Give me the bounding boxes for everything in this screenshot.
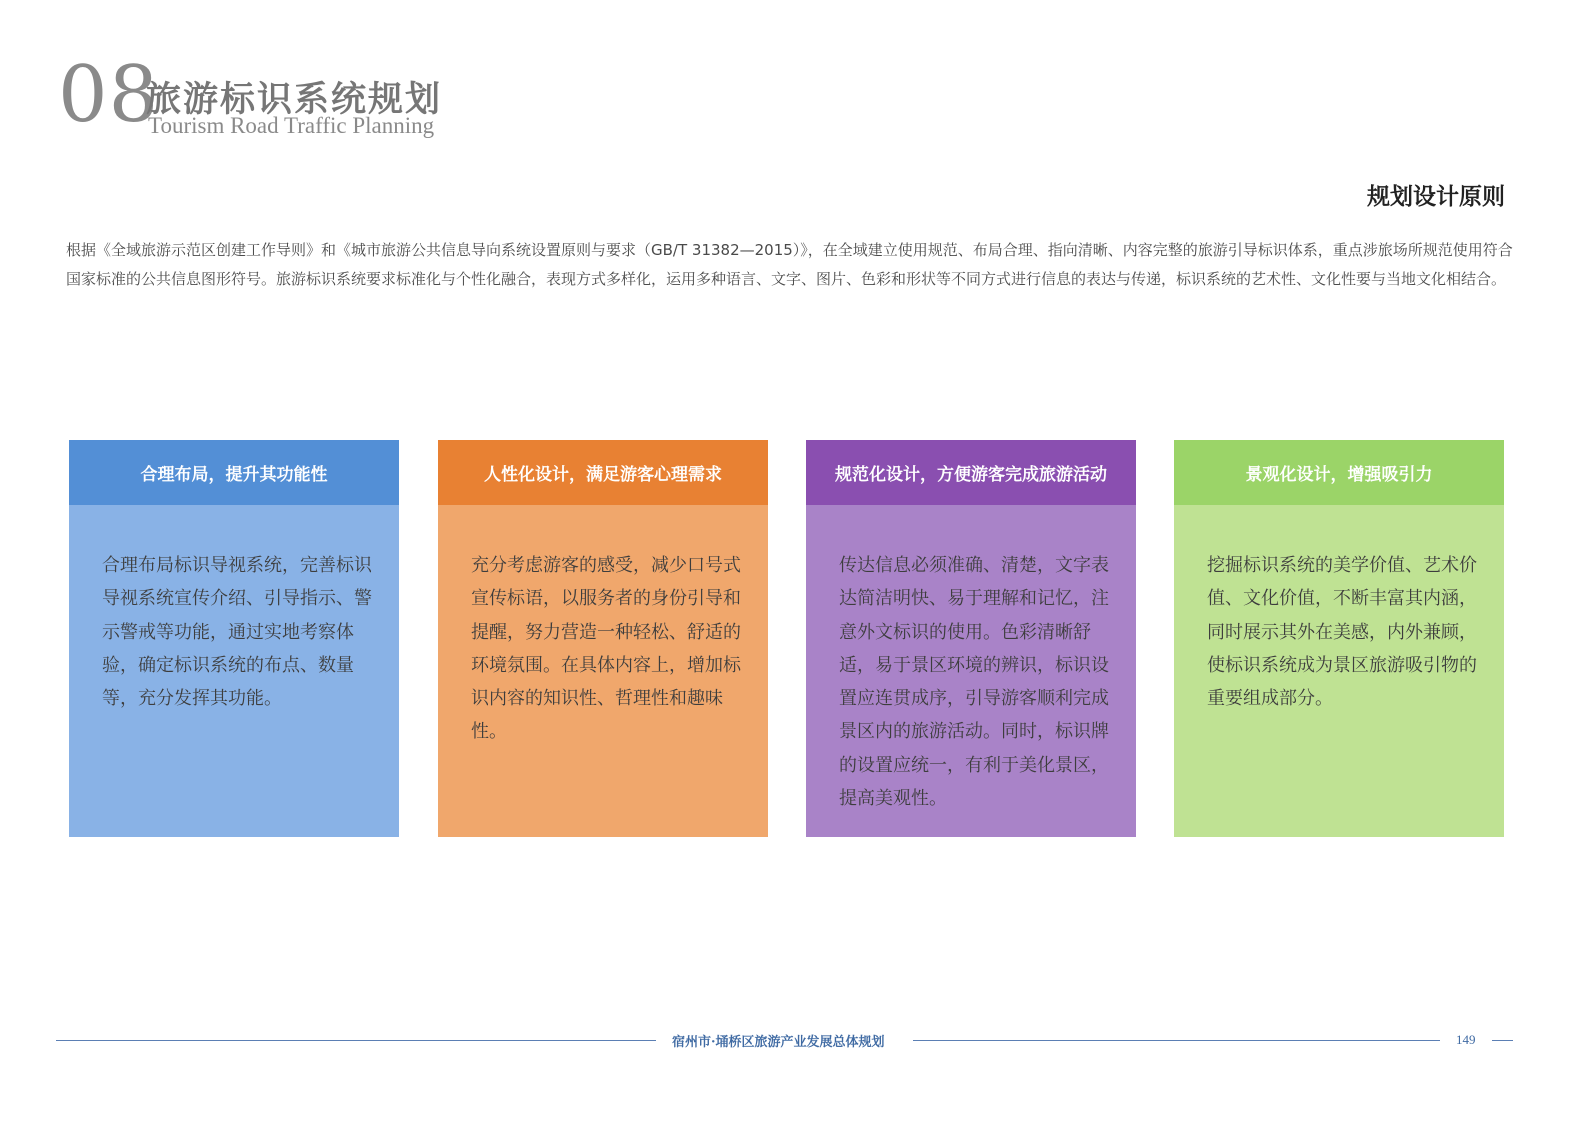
chapter-subtitle: Tourism Road Traffic Planning: [148, 113, 435, 138]
footer-divider-right: [1492, 1040, 1513, 1041]
footer-document-title: 宿州市·埇桥区旅游产业发展总体规划: [672, 1035, 885, 1050]
card-body: 传达信息必须准确、清楚，文字表达简洁明快、易于理解和记忆，注意外文标识的使用。色彩清晰舒适，易于景区环境的辨识，标识设置应连贯成序，引导游客顺利完成景区内的旅游活动。同时，标识牌的设置应统一，有利于美化景区，提高美观性。: [806, 505, 1136, 837]
principle-card: [806, 440, 1136, 837]
section-heading: 规划设计原则: [1367, 183, 1505, 210]
card-title: 景观化设计，增强吸引力: [1174, 440, 1504, 505]
chapter-title: 旅游标识系统规划: [146, 79, 443, 120]
page-number: 149: [1456, 1032, 1476, 1047]
chapter-number: 08: [58, 50, 160, 140]
principle-card: [69, 440, 399, 837]
intro-paragraph: 根据《全域旅游示范区创建工作导则》和《城市旅游公共信息导向系统设置原则与要求（GB/T 31382—2015）》，在全域建立使用规范、布局合理、指向清晰、内容完整的旅游引导标识体系，重点涉旅场所规范使用符合国家标准的公共信息图形符号。旅游标识系统要求标准化与个性化融合，表现方式多样化，运用多种语言、文字、图片、色彩和形状等不同方式进行信息的表达与传递，标识系统的艺术性、文化性要与当地文化相结合。: [66, 241, 1513, 288]
footer-divider-middle: [913, 1040, 1440, 1041]
card-title: 合理布局，提升其功能性: [69, 440, 399, 505]
card-title: 人性化设计，满足游客心理需求: [438, 440, 768, 505]
card-title: 规范化设计，方便游客完成旅游活动: [806, 440, 1136, 505]
footer-divider-left: [56, 1040, 656, 1041]
card-body: 挖掘标识系统的美学价值、艺术价值、文化价值，不断丰富其内涵，同时展示其外在美感，内外兼顾，使标识系统成为景区旅游吸引物的重要组成部分。: [1174, 505, 1504, 837]
principle-card: [438, 440, 768, 837]
card-body: 充分考虑游客的感受，减少口号式宣传标语，以服务者的身份引导和提醒，努力营造一种轻松、舒适的环境氛围。在具体内容上，增加标识内容的知识性、哲理性和趣味性。: [438, 505, 768, 837]
card-body: 合理布局标识导视系统，完善标识导视系统宣传介绍、引导指示、警示警戒等功能，通过实地考察体验，确定标识系统的布点、数量等，充分发挥其功能。: [69, 505, 399, 837]
principle-card: [1174, 440, 1504, 837]
